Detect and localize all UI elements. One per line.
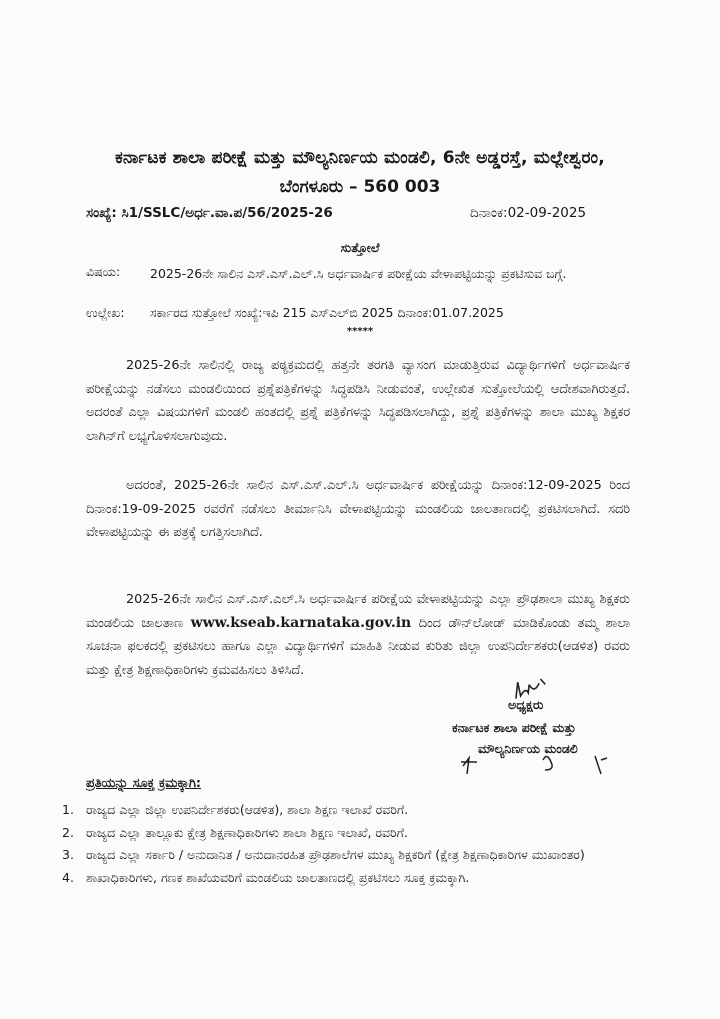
paragraph-3-text-end: ದಿಂದ ಡೌನ್‌ಲೋಡ್ ಮಾಡಿಕೊಂಡು ತಮ್ಮ ಶಾಲಾ ಸೂಚನಾ ಫಲಕದಲ್ಲಿ ಪ್ರಕಟಿಸಲು ಹಾಗೂ ಎಲ್ಲಾ ವಿದ್ಯಾರ್ಥಿಗಳಿಗೆ ಮಾಹಿತಿ ನೀಡುವ ಕುರಿತು ಜಿಲ್ಲಾ ಉಪನಿರ್ದೇಶಕರು(ಆಡಳಿತ) ರವರು ಮತ್ತು ಕ್ಷೇತ್ರ ಶಿಕ್ಷಣಾಧಿಕಾರಿಗಳು ಕ್ರಮವಹಿಸಲು ತಿಳಿಸಿದೆ. <box>86 615 631 678</box>
body-paragraph-1: 2025-26ನೇ ಸಾಲಿನಲ್ಲಿ ರಾಜ್ಯ ಪಠ್ಯಕ್ರಮದಲ್ಲಿ ಹತ್ತನೇ ತರಗತಿ ವ್ಯಾಸಂಗ ಮಾಡುತ್ತಿರುವ ವಿದ್ಯಾರ್ಥಿಗಳಿಗೆ ಅರ್ಧವಾರ್ಷಿಕ ಪರೀಕ್ಷೆಯನ್ನು ನಡೆಸಲು ಮಂಡಲಿಯಿಂದ ಪ್ರಶ್ನೆಪತ್ರಿಕೆಗಳನ್ನು ಸಿದ್ಧಪಡಿಸಿ ನೀಡುವಂತೆ, ಉಲ್ಲೇಖಿತ ಸುತ್ತೋಲೆಯಲ್ಲಿ ಆದೇಶವಾಗಿರುತ್ತದೆ. ಅದರಂತೆ ಎಲ್ಲಾ ವಿಷಯಗಳಿಗೆ ಮಂಡಲಿ ಹಂತದಲ್ಲಿ ಪ್ರಶ್ನೆ ಪತ್ರಿಕೆಗಳನ್ನು ಸಿದ್ಧಪಡಿಸಲಾಗಿದ್ದು, ಪ್ರಶ್ನೆ ಪತ್ರಿಕೆಗಳನ್ನು ಶಾಲಾ ಮುಖ್ಯ ಶಿಕ್ಷಕರ ಲಾಗಿನ್‌ಗೆ ಲಭ್ಯಗೊಳಿಸಲಾಗುವುದು. <box>86 358 630 444</box>
header-line-1: ಕರ್ನಾಟಕ ಶಾಲಾ ಪರೀಕ್ಷೆ ಮತ್ತು ಮೌಲ್ಯನಿರ್ಣಯ ಮಂಡಲಿ, 6ನೇ ಅಡ್ಡರಸ್ತೆ, ಮಲ್ಲೇಶ್ವರಂ, <box>115 148 605 168</box>
body-paragraph-3 <box>86 588 630 682</box>
header-line-2: ಬೆಂಗಳೂರು – 560 003 <box>279 177 441 197</box>
circular-title: ಸುತ್ತೋಲೆ <box>340 240 380 255</box>
subject-text: 2025-26ನೇ ಸಾಲಿನ ಎಸ್.ಎಸ್.ಎಲ್.ಸಿ ಅರ್ಧವಾರ್ಷಿಕ ಪರೀಕ್ಷೆಯ ವೇಳಾಪಟ್ಟಿಯನ್ನು ಪ್ರಕಟಿಸುವ ಬಗ್ಗೆ. <box>150 266 567 281</box>
signatory-org-line-2: ಮೌಲ್ಯನಿರ್ಣಯ ಮಂಡಲಿ <box>478 741 578 756</box>
reference-number: ಸಂಖ್ಯೆ: ಸಿ1/SSLC/ಅರ್ಧ.ವಾ.ಪ/56/2025-26 <box>86 205 333 221</box>
reference-label: ಉಲ್ಲೇಖ: <box>86 305 125 320</box>
separator: ***** <box>346 326 374 337</box>
document-date: ದಿನಾಂಕ:02-09-2025 <box>470 205 587 221</box>
copies-list <box>62 798 642 889</box>
reference-text: ಸರ್ಕಾರದ ಸುತ್ತೋಲೆ ಸಂಖ್ಯೆ:ಇಪಿ 215 ಎಸ್‌ಎಲ್‌ಬಿ 2025 ದಿನಾಂಕ:01.07.2025 <box>150 305 504 320</box>
subject-label: ವಿಷಯ: <box>86 264 121 279</box>
body-paragraph-2: ಅದರಂತೆ, 2025-26ನೇ ಸಾಲಿನ ಎಸ್.ಎಸ್.ಎಲ್.ಸಿ ಅರ್ಧವಾರ್ಷಿಕ ಪರೀಕ್ಷೆಯನ್ನು ದಿನಾಂಕ:12-09-2025 ರಿಂದ ದಿನಾಂಕ:19-09-2025 ರವರೆಗೆ ನಡೆಸಲು ತೀರ್ಮಾನಿಸಿ ವೇಳಾಪಟ್ಟಿಯನ್ನು ಮಂಡಲಿಯ ಜಾಲತಾಣದಲ್ಲಿ ಪ್ರಕಟಿಸಲಾಗಿದೆ. ಸದರಿ ವೇಳಾಪಟ್ಟಿಯನ್ನು ಈ ಪತ್ರಕ್ಕೆ ಲಗತ್ತಿಸಲಾಗಿದೆ. <box>86 478 630 540</box>
list-item: 1. ರಾಜ್ಯದ ಎಲ್ಲಾ ಜಿಲ್ಲಾ ಉಪನಿರ್ದೇಶಕರು(ಆಡಳಿತ), ಶಾಲಾ ಶಿಕ್ಷಣ ಇಲಾಖೆ ರವರಿಗೆ. <box>62 802 409 817</box>
copies-title: ಪ್ರತಿಯನ್ನು ಸೂಕ್ತ ಕ್ರಮಕ್ಕಾಗಿ: <box>86 776 201 791</box>
signatory-org-line-1: ಕರ್ನಾಟಕ ಶಾಲಾ ಪರೀಕ್ಷೆ ಮತ್ತು <box>452 720 576 735</box>
website-link[interactable]: www.kseab.karnataka.gov.in <box>190 614 412 631</box>
list-item: 3. ರಾಜ್ಯದ ಎಲ್ಲಾ ಸರ್ಕಾರಿ / ಅನುದಾನಿತ / ಅನುದಾನರಹಿತ ಪ್ರೌಢಶಾಲೆಗಳ ಮುಖ್ಯ ಶಿಕ್ಷಕರಿಗೆ (ಕ್ಷೇತ್ರ ಶಿಕ್ಷಣಾಧಿಕಾರಿಗಳ ಮುಖಾಂತರ) <box>62 847 585 862</box>
paragraph-3-text-start: 2025-26ನೇ ಸಾಲಿನ ಎಸ್.ಎಸ್.ಎಲ್.ಸಿ ಅರ್ಧವಾರ್ಷಿಕ ಪರೀಕ್ಷೆಯ ವೇಳಾಪಟ್ಟಿಯನ್ನು ಎಲ್ಲಾ ಪ್ರೌಢಶಾಲಾ ಮುಖ್ಯ ಶಿಕ್ಷಕರು ಮಂಡಲಿಯ ಜಾಲತಾಣ <box>86 592 630 631</box>
signatory-title: ಅಧ್ಯಕ್ಷರು <box>508 697 544 712</box>
list-item: 4. ಶಾಖಾಧಿಕಾರಿಗಳು, ಗಣಕ ಶಾಖೆಯವರಿಗೆ ಮಂಡಲಿಯ ಜಾಲತಾಣದಲ್ಲಿ ಪ್ರಕಟಿಸಲು ಸೂಕ್ತ ಕ್ರಮಕ್ಕಾಗಿ. <box>62 870 470 885</box>
initials-scribble-icon <box>455 748 625 778</box>
list-item: 2. ರಾಜ್ಯದ ಎಲ್ಲಾ ತಾಲ್ಲೂಕು ಕ್ಷೇತ್ರ ಶಿಕ್ಷಣಾಧಿಕಾರಿಗಳು ಶಾಲಾ ಶಿಕ್ಷಣ ಇಲಾಖೆ, ರವರಿಗೆ. <box>62 825 408 840</box>
